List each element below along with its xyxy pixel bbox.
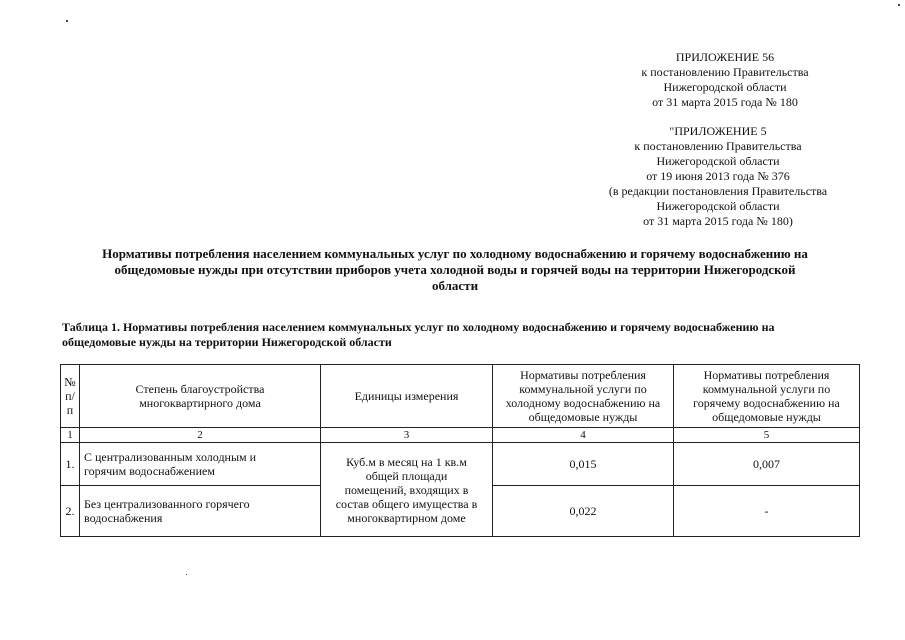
hot-water-value-cell: - xyxy=(674,486,860,537)
row-degree-text: водоснабжения xyxy=(84,511,163,525)
header-text: общедомовые нужды xyxy=(528,410,638,424)
appendix-5-line: к постановлению Правительства xyxy=(634,139,802,153)
appendix-56-line: Нижегородской области xyxy=(663,80,787,94)
header-text: Нормативы потребления xyxy=(520,368,646,382)
table-caption xyxy=(62,320,862,350)
row-degree-cell xyxy=(80,443,321,486)
column-number-cell: 5 xyxy=(674,428,860,443)
units-text: помещений, входящих в xyxy=(344,482,469,497)
column-number-cell: 3 xyxy=(321,428,493,443)
row-degree-text: горячим водоснабжением xyxy=(84,464,215,478)
units-value-cell xyxy=(321,443,493,537)
table-caption-line: общедомовые нужды на территории Нижегородской области xyxy=(62,335,392,349)
appendix-56-block xyxy=(575,50,875,110)
header-text: коммунальной услуги по xyxy=(702,382,831,396)
appendix-5-line: от 31 марта 2015 года № 180) xyxy=(643,214,793,228)
table-header-row xyxy=(61,365,860,428)
appendix-5-line: "ПРИЛОЖЕНИЕ 5 xyxy=(669,124,767,138)
header-text: общедомовые нужды xyxy=(712,410,821,424)
header-units-cell: Единицы измерения xyxy=(321,365,493,428)
row-degree-text: Без централизованного горячего xyxy=(84,497,250,511)
appendix-5-line: от 19 июня 2013 года № 376 xyxy=(646,169,790,183)
document-title xyxy=(40,246,870,294)
column-number-row xyxy=(61,428,860,443)
appendix-56-line: к постановлению Правительства xyxy=(641,65,809,79)
units-text: многоквартирном доме xyxy=(347,510,466,525)
row-degree-text: С централизованным холодным и xyxy=(84,450,257,464)
norms-table xyxy=(60,364,860,537)
header-hot-water-cell xyxy=(674,365,860,428)
units-text: Куб.м в месяц на 1 кв.м xyxy=(346,454,467,469)
header-text: Степень благоустройства xyxy=(135,382,265,396)
appendix-56-line: от 31 марта 2015 года № 180 xyxy=(652,95,798,109)
table-row xyxy=(61,443,860,486)
scan-speck xyxy=(66,20,68,22)
hot-water-value-cell: 0,007 xyxy=(674,443,860,486)
document-title-line: Нормативы потребления населением коммунальных услуг по холодному водоснабжению и горячему водоснабжению на xyxy=(102,246,808,261)
cold-water-value-cell: 0,022 xyxy=(493,486,674,537)
header-text: п/ xyxy=(65,389,75,403)
appendix-56-line: ПРИЛОЖЕНИЕ 56 xyxy=(675,50,775,64)
cold-water-value-cell: 0,015 xyxy=(493,443,674,486)
row-degree-cell xyxy=(80,486,321,537)
column-number-cell: 2 xyxy=(80,428,321,443)
header-text: холодному водоснабжению на xyxy=(505,396,661,410)
header-text: № xyxy=(64,375,76,389)
header-text: Нормативы потребления xyxy=(703,368,830,382)
appendix-5-line: Нижегородской области xyxy=(656,199,780,213)
units-text: состав общего имущества в xyxy=(335,496,478,511)
appendix-5-block xyxy=(568,124,868,229)
appendix-5-line: (в редакции постановления Правительства xyxy=(608,184,828,198)
table-caption-line: Таблица 1. Нормативы потребления населением коммунальных услуг по холодному водоснабжению и горячему водоснабжению на xyxy=(62,320,775,334)
units-text: общей площади xyxy=(365,468,448,483)
document-title-line: области xyxy=(431,278,479,293)
header-text: п xyxy=(66,403,74,417)
scan-speck xyxy=(186,574,187,575)
header-number-cell xyxy=(61,365,80,428)
row-number-cell: 1. xyxy=(61,443,80,486)
header-text: коммунальной услуги по xyxy=(519,382,647,396)
document-title-line: общедомовые нужды при отсутствии приборов учета холодной воды и горячей воды на территории Нижегородской xyxy=(114,262,796,277)
scan-speck xyxy=(898,4,900,6)
header-degree-cell xyxy=(80,365,321,428)
header-text: многоквартирного дома xyxy=(139,396,261,410)
column-number-cell: 1 xyxy=(61,428,80,443)
row-number-cell: 2. xyxy=(61,486,80,537)
header-cold-water-cell xyxy=(493,365,674,428)
column-number-cell: 4 xyxy=(493,428,674,443)
header-text: горячему водоснабжению на xyxy=(693,396,840,410)
appendix-5-line: Нижегородской области xyxy=(656,154,780,168)
